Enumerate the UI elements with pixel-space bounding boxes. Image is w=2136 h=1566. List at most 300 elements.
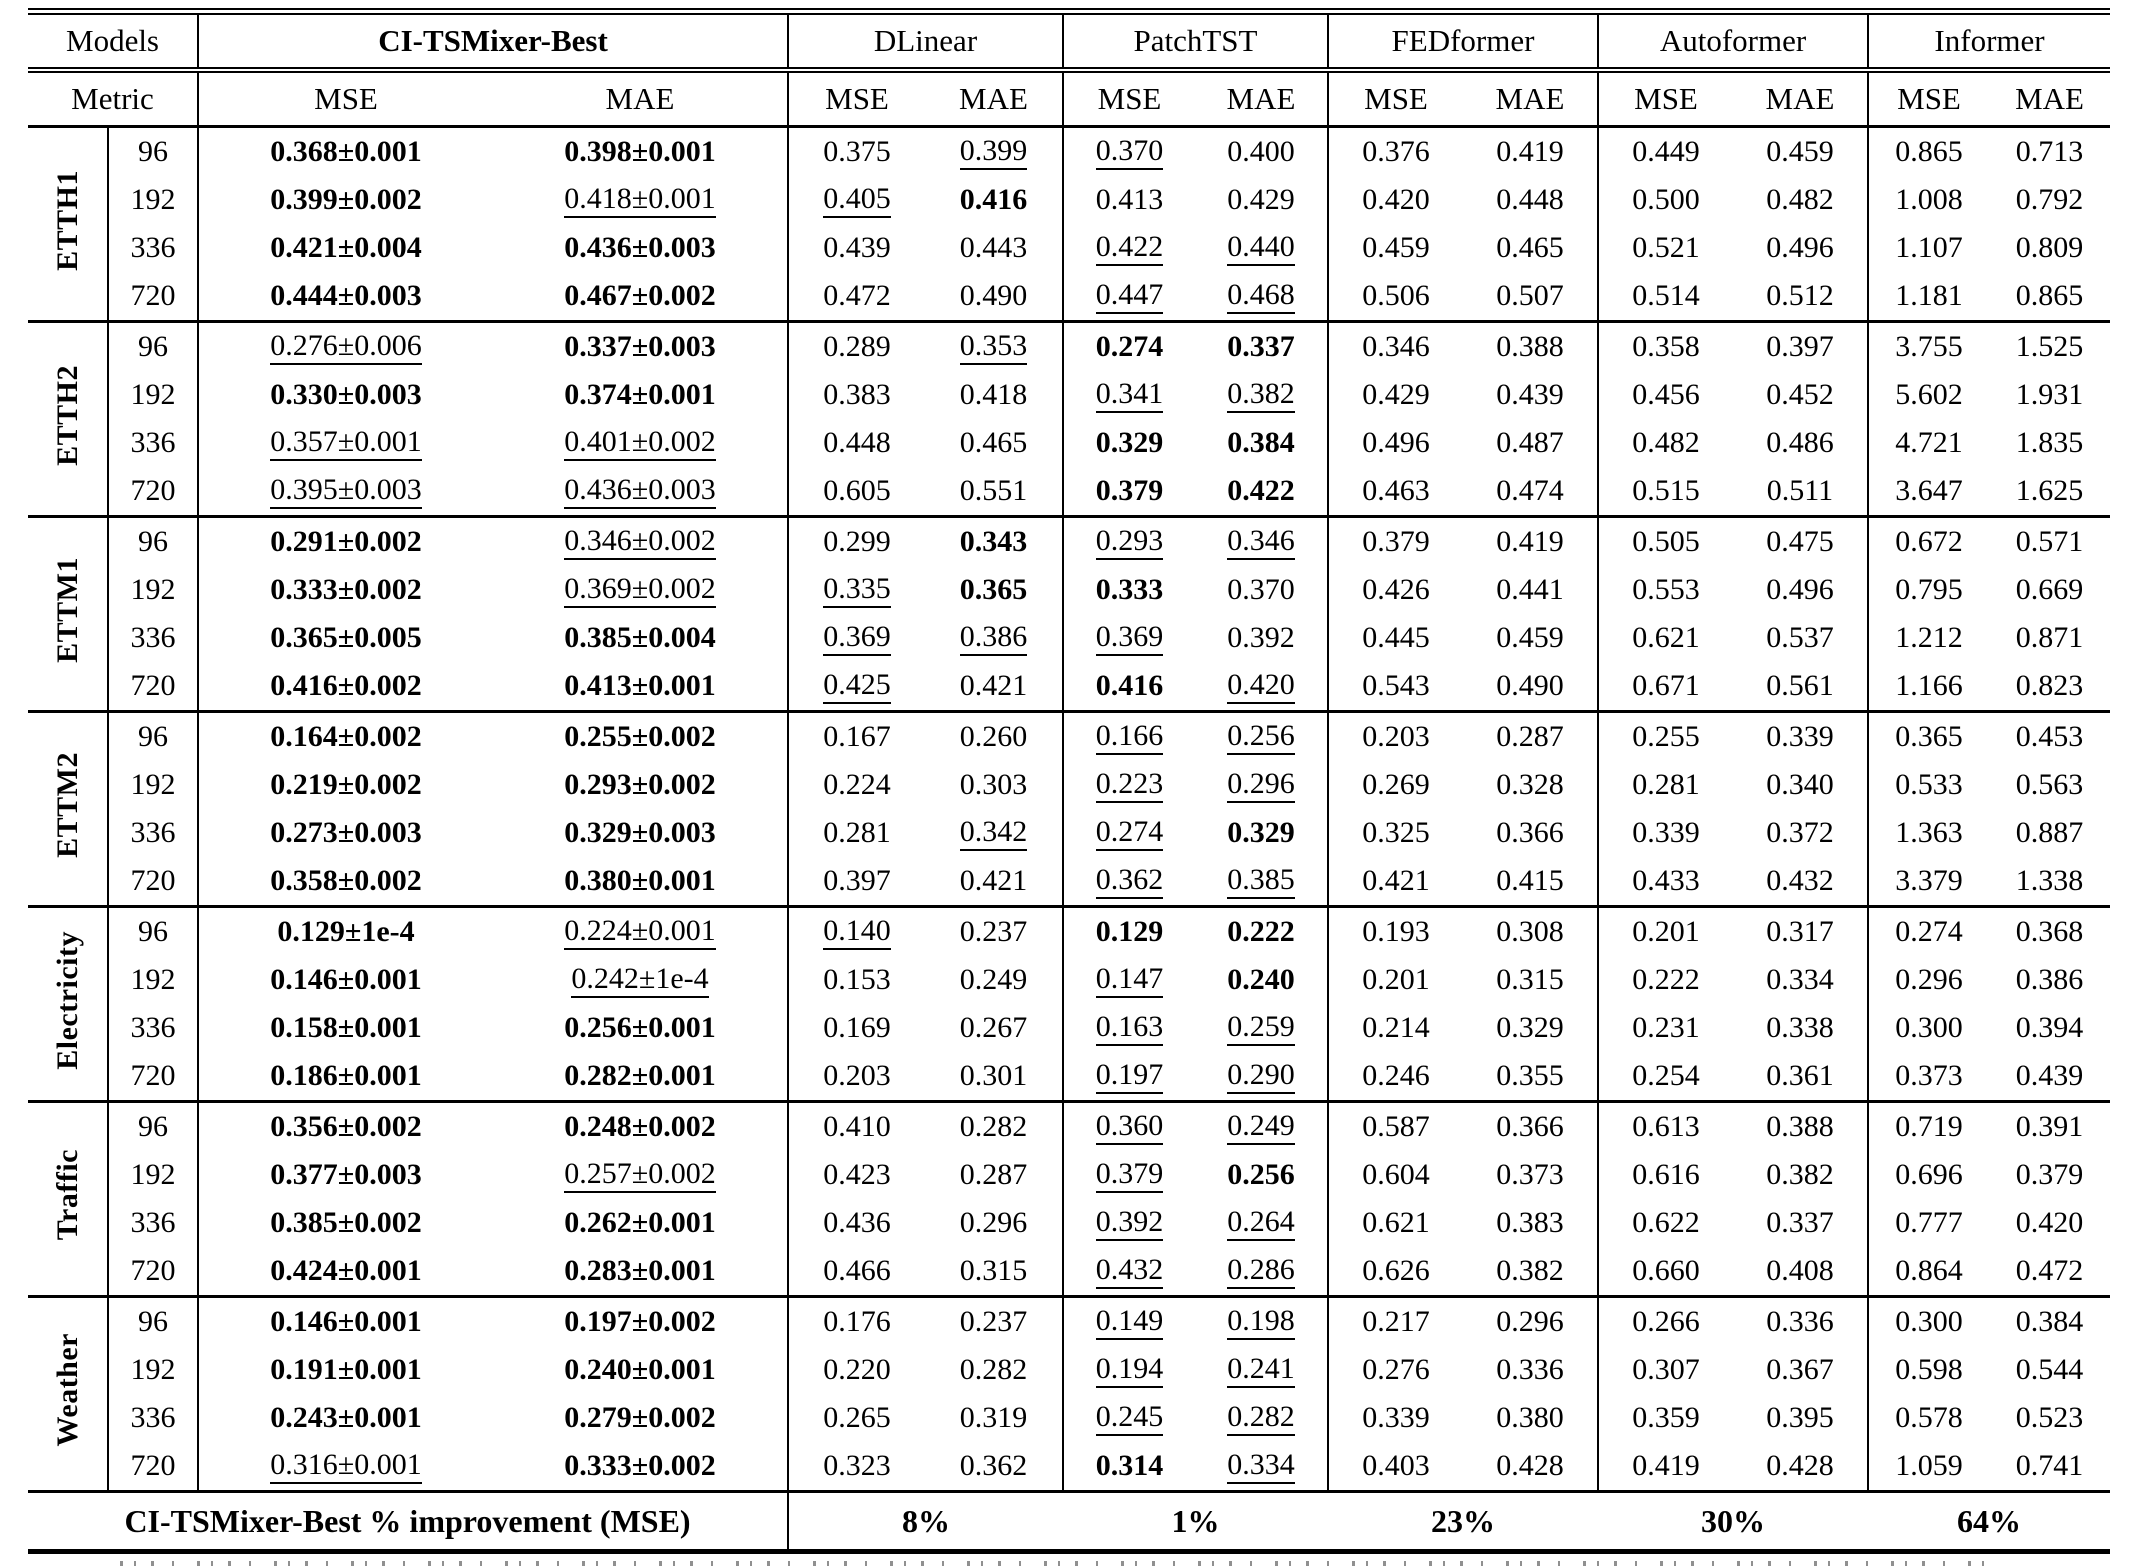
metric-cell: 0.421 — [959, 864, 1028, 897]
metric-cell: 0.274 — [1063, 809, 1195, 857]
metric-cell: 0.490 — [959, 279, 1028, 312]
metric-cell: 0.622 — [1598, 1199, 1733, 1247]
metric-cell: 0.514 — [1598, 272, 1733, 322]
metric-cell: 0.392 — [1227, 621, 1295, 654]
metric-cell: 0.282 — [959, 1353, 1028, 1386]
metric-cell: 0.335 — [788, 566, 925, 614]
metric-cell: 0.865 — [1868, 127, 1989, 177]
metric-column-header: MAE — [1733, 70, 1868, 127]
metric-cell: 0.429 — [1328, 371, 1463, 419]
horizon-cell: 96 — [108, 127, 198, 177]
table-row — [28, 809, 2110, 857]
metric-cell: 0.376 — [1328, 127, 1463, 177]
metric-cell: 0.439 — [2015, 1059, 2084, 1092]
improvement-value: 8% — [788, 1492, 1063, 1552]
metric-cell: 0.422 — [1063, 224, 1195, 272]
metric-cell: 0.621 — [1598, 614, 1733, 662]
metric-cell: 0.424±0.001 — [198, 1247, 493, 1297]
metric-cell: 0.287 — [1463, 712, 1598, 762]
metric-cell: 0.158±0.001 — [198, 1004, 493, 1052]
dataset-label: ETTH2 — [28, 322, 108, 517]
metric-cell: 0.448 — [1496, 183, 1564, 216]
horizon-cell: 336 — [108, 1394, 198, 1442]
horizon-cell: 720 — [108, 1052, 198, 1102]
models-header-label: Models — [28, 12, 198, 71]
metric-cell: 0.375 — [788, 127, 925, 177]
metric-cell: 0.418±0.001 — [493, 176, 788, 224]
metric-cell: 0.537 — [1766, 621, 1834, 654]
metric-cell: 0.426 — [1328, 566, 1463, 614]
table-row — [28, 1199, 2110, 1247]
model-group-header: FEDformer — [1328, 12, 1598, 71]
metric-cell: 0.361 — [1766, 1059, 1834, 1092]
table-row — [28, 1394, 2110, 1442]
horizon-cell: 720 — [108, 1442, 198, 1492]
metric-cell: 5.602 — [1868, 371, 1989, 419]
horizon-cell: 96 — [108, 322, 198, 372]
metric-cell: 0.418 — [959, 378, 1028, 411]
metric-cell: 0.193 — [1328, 907, 1463, 957]
metric-cell: 0.217 — [1328, 1297, 1463, 1347]
metric-cell: 0.366 — [1496, 816, 1564, 849]
metric-cell: 0.296 — [959, 1206, 1028, 1239]
table-row — [28, 566, 2110, 614]
metric-cell: 0.369 — [788, 614, 925, 662]
metric-cell: 0.328 — [1496, 768, 1564, 801]
metric-cell: 0.419 — [1598, 1442, 1733, 1492]
metric-cell: 0.578 — [1868, 1394, 1989, 1442]
metric-cell: 0.433 — [1598, 857, 1733, 907]
metric-cell: 0.561 — [1766, 669, 1834, 702]
metric-cell: 0.317 — [1733, 907, 1868, 957]
metric-cell: 0.241 — [1195, 1346, 1328, 1394]
metric-cell: 0.315 — [959, 1254, 1028, 1287]
metric-cell: 0.248±0.002 — [493, 1102, 788, 1152]
metric-cell: 1.835 — [2015, 426, 2084, 459]
horizon-cell: 96 — [108, 907, 198, 957]
metric-cell: 0.201 — [1328, 956, 1463, 1004]
metric-cell: 0.395±0.003 — [198, 467, 493, 517]
metric-cell: 0.422 — [1227, 474, 1295, 507]
metric-cell: 0.369±0.002 — [493, 566, 788, 614]
metric-cell: 0.166 — [1063, 712, 1195, 762]
metric-cell: 0.467±0.002 — [564, 279, 716, 312]
metric-cell: 0.314 — [1063, 1442, 1195, 1492]
table-row — [28, 1004, 2110, 1052]
metric-cell: 0.436 — [788, 1199, 925, 1247]
metric-cell: 0.405 — [788, 176, 925, 224]
metric-cell: 0.399 — [925, 127, 1063, 177]
metric-cell: 0.301 — [959, 1059, 1028, 1092]
metric-cell: 0.421 — [1328, 857, 1463, 907]
metric-cell: 1.363 — [1868, 809, 1989, 857]
metric-cell: 0.219±0.002 — [198, 761, 493, 809]
table-footer — [28, 1492, 2110, 1552]
metric-cell: 0.334 — [1195, 1442, 1328, 1492]
metric-cell: 0.795 — [1868, 566, 1989, 614]
metric-cell: 0.319 — [959, 1401, 1028, 1434]
metric-column-header: MAE — [493, 70, 788, 127]
horizon-cell: 192 — [108, 1346, 198, 1394]
metric-cell: 0.496 — [1328, 419, 1463, 467]
metric-cell: 0.300 — [1868, 1297, 1989, 1347]
metric-cell: 0.262±0.001 — [564, 1206, 716, 1239]
horizon-cell: 336 — [108, 1199, 198, 1247]
table-row — [28, 1102, 2110, 1152]
metric-cell: 0.379 — [2015, 1158, 2084, 1191]
metric-cell: 0.276±0.006 — [198, 322, 493, 372]
table-row — [28, 1247, 2110, 1297]
metric-cell: 0.249 — [1195, 1102, 1328, 1152]
table-row — [28, 419, 2110, 467]
metric-cell: 0.333 — [1063, 566, 1195, 614]
table-row — [28, 907, 2110, 957]
metric-cell: 0.255±0.002 — [493, 712, 788, 762]
metric-cell: 0.276 — [1328, 1346, 1463, 1394]
metric-cell: 0.475 — [1733, 517, 1868, 567]
dataset-label: ETTM2 — [28, 712, 108, 907]
horizon-cell: 96 — [108, 712, 198, 762]
model-group-header: DLinear — [788, 12, 1063, 71]
metric-cell: 0.223 — [1063, 761, 1195, 809]
metric-cell: 0.362 — [1063, 857, 1195, 907]
table-row — [28, 761, 2110, 809]
horizon-cell: 96 — [108, 517, 198, 567]
metric-cell: 0.368±0.001 — [198, 127, 493, 177]
metric-cell: 0.456 — [1598, 371, 1733, 419]
metric-column-header: MSE — [1598, 70, 1733, 127]
metric-cell: 0.222 — [1598, 956, 1733, 1004]
metric-cell: 0.428 — [1766, 1449, 1834, 1482]
metric-cell: 0.336 — [1733, 1297, 1868, 1347]
metric-cell: 0.482 — [1598, 419, 1733, 467]
metric-cell: 0.511 — [1766, 474, 1834, 507]
metric-cell: 0.388 — [1733, 1102, 1868, 1152]
metric-cell: 0.445 — [1328, 614, 1463, 662]
metric-cell: 0.410 — [788, 1102, 925, 1152]
table-body — [28, 127, 2110, 1492]
metric-cell: 0.203 — [788, 1052, 925, 1102]
improvement-row-label: CI-TSMixer-Best % improvement (MSE) — [28, 1492, 788, 1552]
horizon-cell: 720 — [108, 662, 198, 712]
improvement-value: 1% — [1063, 1492, 1328, 1552]
metric-cell: 0.384 — [1989, 1297, 2110, 1347]
table-row — [28, 956, 2110, 1004]
metric-cell: 0.333±0.002 — [564, 1449, 716, 1482]
metric-cell: 0.256 — [1227, 1158, 1295, 1191]
metric-column-header: MAE — [1195, 70, 1328, 127]
metric-cell: 0.149 — [1063, 1297, 1195, 1347]
metric-cell: 0.338 — [1766, 1011, 1834, 1044]
metric-cell: 0.421 — [959, 669, 1028, 702]
metric-cell: 0.515 — [1598, 467, 1733, 517]
metric-cell: 0.329 — [1063, 419, 1195, 467]
metric-cell: 0.864 — [1868, 1247, 1989, 1297]
metric-cell: 0.339 — [1328, 1394, 1463, 1442]
horizon-cell: 192 — [108, 1151, 198, 1199]
metric-cell: 0.273±0.003 — [198, 809, 493, 857]
metric-cell: 0.197±0.002 — [493, 1297, 788, 1347]
metric-cell: 0.474 — [1496, 474, 1564, 507]
metric-cell: 0.436±0.003 — [493, 467, 788, 517]
metric-cell: 0.382 — [1195, 371, 1328, 419]
metric-cell: 0.441 — [1496, 573, 1564, 606]
metric-cell: 0.416 — [959, 183, 1028, 216]
metric-cell: 0.214 — [1328, 1004, 1463, 1052]
metric-cell: 0.255 — [1598, 712, 1733, 762]
metric-cell: 0.792 — [2015, 183, 2084, 216]
metric-cell: 0.408 — [1766, 1254, 1834, 1287]
metric-cell: 0.420 — [1195, 662, 1328, 712]
metric-column-header: MAE — [1989, 70, 2110, 127]
table-row — [28, 224, 2110, 272]
metric-cell: 0.419 — [1463, 517, 1598, 567]
metric-cell: 0.468 — [1195, 272, 1328, 322]
table-row — [28, 1297, 2110, 1347]
metric-cell: 0.523 — [2015, 1401, 2084, 1434]
metric-cell: 0.507 — [1496, 279, 1564, 312]
table-row — [28, 322, 2110, 372]
metric-cell: 0.265 — [788, 1394, 925, 1442]
metric-cell: 0.544 — [2015, 1353, 2084, 1386]
metric-cell: 0.616 — [1598, 1151, 1733, 1199]
horizon-cell: 720 — [108, 1247, 198, 1297]
metric-cell: 0.362 — [959, 1449, 1028, 1482]
metric-cell: 0.551 — [959, 474, 1028, 507]
metric-cell: 0.444±0.003 — [198, 272, 493, 322]
metric-cell: 0.459 — [1328, 224, 1463, 272]
metric-cell: 0.598 — [1868, 1346, 1989, 1394]
metric-cell: 0.346 — [1328, 322, 1463, 372]
horizon-cell: 192 — [108, 956, 198, 1004]
metric-cell: 0.290 — [1195, 1052, 1328, 1102]
metric-cell: 0.329±0.003 — [564, 816, 716, 849]
metric-cell: 0.672 — [1868, 517, 1989, 567]
metric-cell: 0.346±0.002 — [493, 517, 788, 567]
metric-cell: 0.308 — [1463, 907, 1598, 957]
metric-cell: 0.365 — [959, 573, 1028, 606]
metric-cell: 0.337 — [1766, 1206, 1834, 1239]
table-row — [28, 1052, 2110, 1102]
metric-cell: 0.369 — [1063, 614, 1195, 662]
metric-cell: 0.267 — [959, 1011, 1028, 1044]
metric-cell: 0.490 — [1496, 669, 1564, 702]
metric-cell: 0.368 — [1989, 907, 2110, 957]
metric-cell: 0.384 — [1227, 426, 1295, 459]
metric-cell: 0.571 — [1989, 517, 2110, 567]
model-group-header: PatchTST — [1063, 12, 1328, 71]
metric-cell: 0.403 — [1328, 1442, 1463, 1492]
metric-cell: 0.696 — [1868, 1151, 1989, 1199]
model-group-header: Informer — [1868, 12, 2110, 71]
table-row — [28, 272, 2110, 322]
metric-cell: 0.254 — [1598, 1052, 1733, 1102]
table-row — [28, 517, 2110, 567]
metric-cell: 0.194 — [1063, 1346, 1195, 1394]
improvement-value: 64% — [1868, 1492, 2110, 1552]
metric-cell: 0.274 — [1063, 322, 1195, 372]
metric-cell: 0.421±0.004 — [198, 224, 493, 272]
metric-cell: 0.287 — [959, 1158, 1028, 1191]
horizon-cell: 192 — [108, 371, 198, 419]
metric-cell: 0.237 — [925, 1297, 1063, 1347]
horizon-cell: 720 — [108, 857, 198, 907]
metric-cell: 0.865 — [2015, 279, 2084, 312]
metric-cell: 0.626 — [1328, 1247, 1463, 1297]
metric-cell: 0.553 — [1598, 566, 1733, 614]
metric-cell: 0.416±0.002 — [198, 662, 493, 712]
metric-column-header: MSE — [1063, 70, 1195, 127]
metric-cell: 0.379 — [1328, 517, 1463, 567]
metric-cell: 0.242±1e-4 — [493, 956, 788, 1004]
metric-cell: 0.386 — [2015, 963, 2084, 996]
metric-cell: 0.413±0.001 — [564, 669, 716, 702]
metric-cell: 0.395 — [1766, 1401, 1834, 1434]
metric-cell: 0.459 — [1496, 621, 1564, 654]
metric-column-header: MSE — [788, 70, 925, 127]
metric-cell: 0.266 — [1598, 1297, 1733, 1347]
metric-cell: 0.281 — [1598, 761, 1733, 809]
metric-cell: 0.420 — [1328, 176, 1463, 224]
metric-cell: 0.289 — [788, 322, 925, 372]
metric-cell: 0.220 — [788, 1346, 925, 1394]
metric-cell: 1.212 — [1868, 614, 1989, 662]
metric-cell: 0.459 — [1766, 135, 1834, 168]
metric-cell: 0.439 — [788, 224, 925, 272]
metric-cell: 0.448 — [788, 419, 925, 467]
metric-cell: 0.377±0.003 — [198, 1151, 493, 1199]
metric-cell: 0.472 — [788, 272, 925, 322]
metric-cell: 0.360 — [1063, 1102, 1195, 1152]
metric-cell: 0.260 — [925, 712, 1063, 762]
table-row — [28, 857, 2110, 907]
metric-cell: 0.383 — [788, 371, 925, 419]
metric-cell: 0.339 — [1598, 809, 1733, 857]
metric-cell: 0.419 — [1496, 135, 1564, 168]
metric-cell: 0.146±0.001 — [198, 1297, 493, 1347]
metric-cell: 0.436±0.003 — [564, 231, 716, 264]
metric-column-header: MAE — [925, 70, 1063, 127]
table-row — [28, 1442, 2110, 1492]
metric-cell: 0.355 — [1496, 1059, 1564, 1092]
metric-cell: 0.222 — [1195, 907, 1328, 957]
metric-column-header: MAE — [1463, 70, 1598, 127]
results-table — [28, 8, 2110, 1554]
metric-cell: 0.453 — [1989, 712, 2110, 762]
metric-cell: 0.293±0.002 — [564, 768, 716, 801]
metric-cell: 0.329 — [1227, 816, 1295, 849]
metric-cell: 0.282 — [1195, 1394, 1328, 1442]
horizon-cell: 336 — [108, 1004, 198, 1052]
metric-cell: 0.146±0.001 — [198, 956, 493, 1004]
metric-cell: 0.291±0.002 — [198, 517, 493, 567]
table-row — [28, 712, 2110, 762]
metric-cell: 0.191±0.001 — [198, 1346, 493, 1394]
horizon-cell: 336 — [108, 419, 198, 467]
metric-cell: 0.465 — [1496, 231, 1564, 264]
metric-cell: 0.169 — [788, 1004, 925, 1052]
metric-cell: 0.167 — [788, 712, 925, 762]
metric-cell: 0.140 — [788, 907, 925, 957]
metric-cell: 0.416 — [1063, 662, 1195, 712]
metric-cell: 1.525 — [1989, 322, 2110, 372]
metric-cell: 0.237 — [925, 907, 1063, 957]
metric-cell: 0.380 — [1496, 1401, 1564, 1434]
horizon-cell: 192 — [108, 566, 198, 614]
metric-cell: 0.203 — [1328, 712, 1463, 762]
metric-cell: 0.299 — [788, 517, 925, 567]
metric-cell: 0.264 — [1195, 1199, 1328, 1247]
table-row — [28, 371, 2110, 419]
metric-cell: 0.398±0.001 — [564, 135, 716, 168]
metric-cell: 0.429 — [1227, 183, 1295, 216]
metric-cell: 0.316±0.001 — [198, 1442, 493, 1492]
metric-cell: 0.385±0.002 — [198, 1199, 493, 1247]
metric-cell: 1.625 — [2015, 474, 2084, 507]
metric-cell: 0.777 — [1868, 1199, 1989, 1247]
metric-cell: 0.303 — [959, 768, 1028, 801]
horizon-cell: 96 — [108, 1297, 198, 1347]
improvement-value: 23% — [1328, 1492, 1598, 1552]
metric-cell: 0.463 — [1328, 467, 1463, 517]
metric-cell: 0.394 — [2015, 1011, 2084, 1044]
dataset-label: ETTM1 — [28, 517, 108, 712]
metric-cell: 0.357±0.001 — [198, 419, 493, 467]
metric-column-header: MSE — [1328, 70, 1463, 127]
metric-header-label: Metric — [28, 70, 198, 127]
header-row-metric — [28, 70, 2110, 127]
metric-cell: 0.147 — [1063, 956, 1195, 1004]
metric-cell: 0.809 — [2015, 231, 2084, 264]
metric-cell: 0.240 — [1227, 963, 1295, 996]
metric-cell: 0.257±0.002 — [493, 1151, 788, 1199]
metric-cell: 0.401±0.002 — [493, 419, 788, 467]
metric-cell: 0.423 — [788, 1151, 925, 1199]
metric-cell: 0.397 — [788, 857, 925, 907]
metric-cell: 0.512 — [1766, 279, 1834, 312]
metric-cell: 0.439 — [1496, 378, 1564, 411]
horizon-cell: 336 — [108, 809, 198, 857]
metric-cell: 0.466 — [788, 1247, 925, 1297]
metric-cell: 1.107 — [1868, 224, 1989, 272]
metric-cell: 0.415 — [1496, 864, 1564, 897]
metric-cell: 0.365 — [1868, 712, 1989, 762]
metric-cell: 0.388 — [1463, 322, 1598, 372]
metric-cell: 0.282 — [925, 1102, 1063, 1152]
metric-cell: 0.486 — [1766, 426, 1834, 459]
metric-cell: 0.447 — [1063, 272, 1195, 322]
metric-cell: 0.307 — [1598, 1346, 1733, 1394]
dataset-label: Traffic — [28, 1102, 108, 1297]
metric-cell: 0.325 — [1328, 809, 1463, 857]
table-row — [28, 1346, 2110, 1394]
metric-cell: 0.425 — [788, 662, 925, 712]
metric-cell: 0.420 — [2015, 1206, 2084, 1239]
metric-cell: 0.385 — [1195, 857, 1328, 907]
metric-cell: 1.338 — [2015, 864, 2084, 897]
horizon-cell: 336 — [108, 614, 198, 662]
metric-cell: 0.274 — [1868, 907, 1989, 957]
metric-cell: 0.358±0.002 — [198, 857, 493, 907]
metric-cell: 0.392 — [1063, 1199, 1195, 1247]
metric-cell: 0.337 — [1195, 322, 1328, 372]
horizon-cell: 720 — [108, 272, 198, 322]
metric-cell: 0.428 — [1496, 1449, 1564, 1482]
metric-cell: 0.249 — [959, 963, 1028, 996]
metric-cell: 0.533 — [1868, 761, 1989, 809]
improvement-value: 30% — [1598, 1492, 1868, 1552]
metric-cell: 1.059 — [1868, 1442, 1989, 1492]
